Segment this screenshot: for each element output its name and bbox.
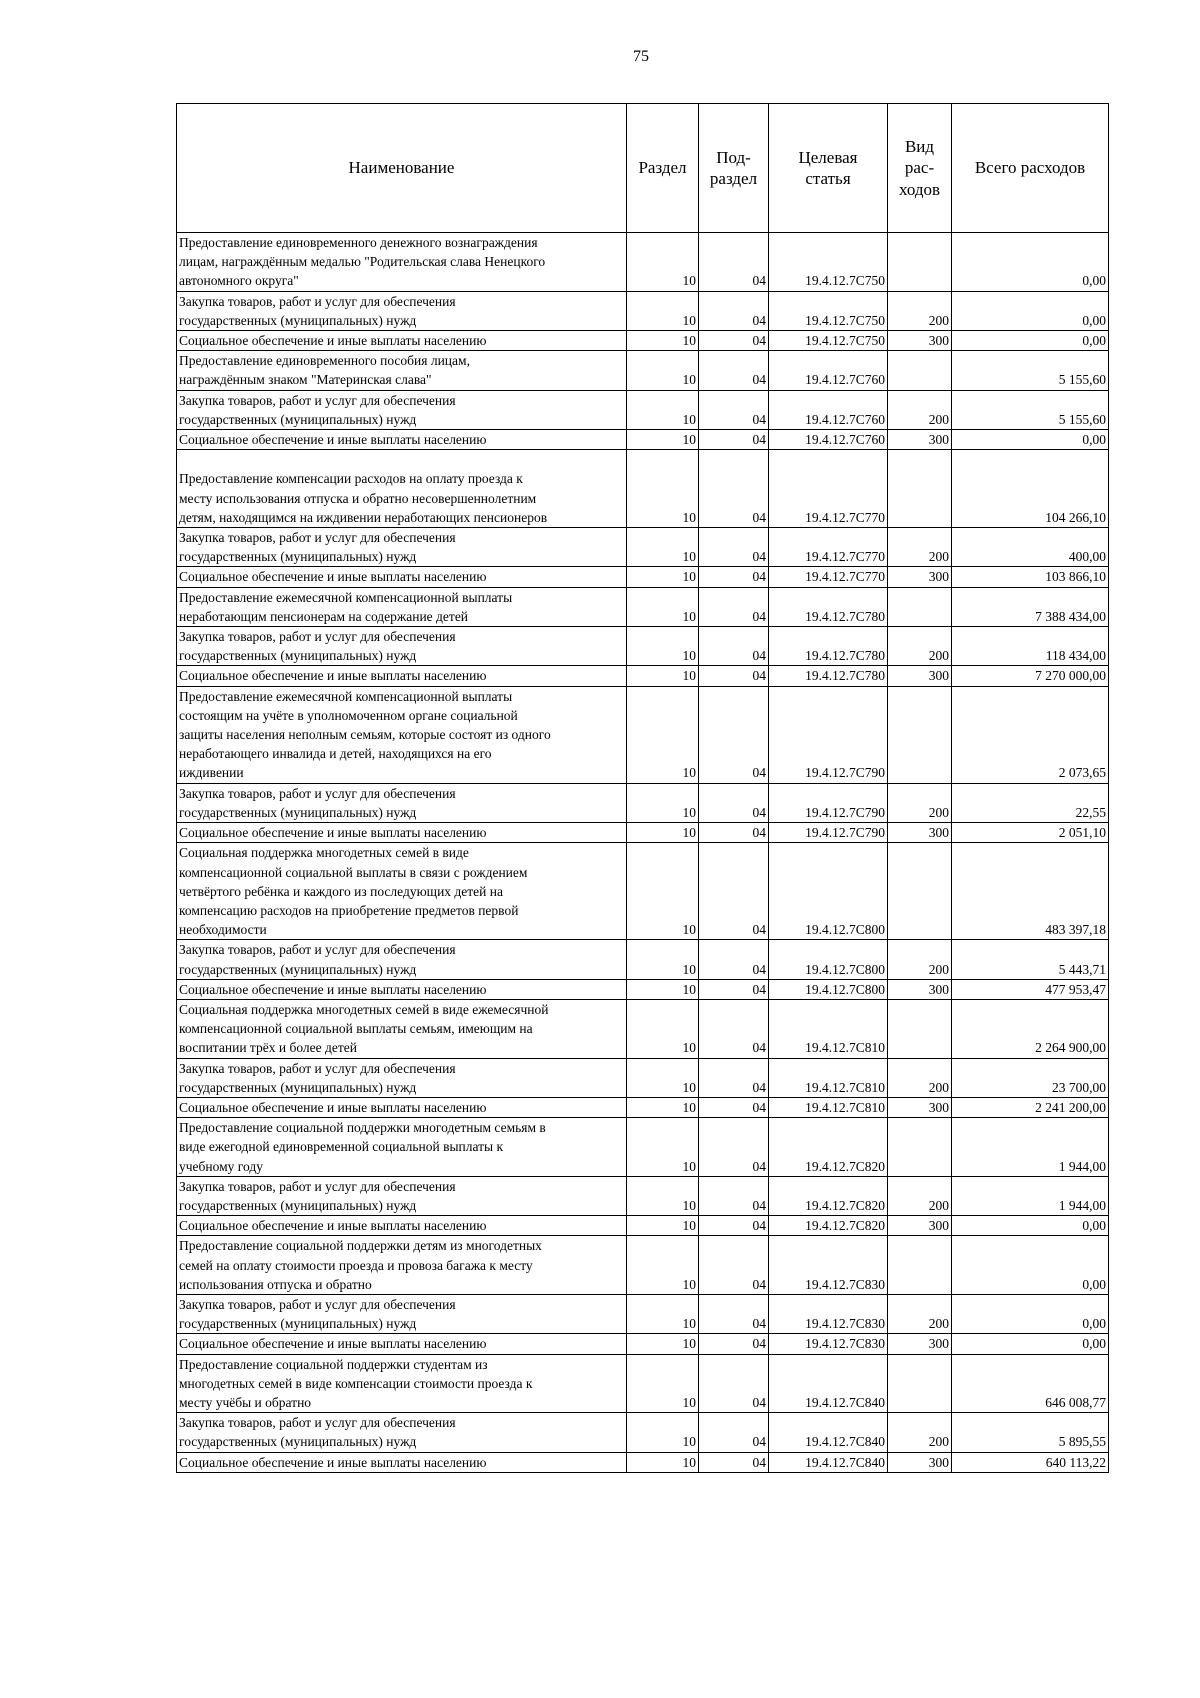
- row-expense-type: [888, 1118, 952, 1177]
- table-row: [177, 999, 1109, 1058]
- row-expense-type: 200: [888, 390, 952, 429]
- row-total: 0,00: [952, 331, 1109, 351]
- row-total: 5 155,60: [952, 351, 1109, 390]
- row-subsection: 04: [699, 979, 769, 999]
- table-row: [177, 940, 1109, 979]
- row-target-article: 19.4.12.7С820: [769, 1216, 888, 1236]
- row-expense-type: [888, 351, 952, 390]
- table-row: [177, 1236, 1109, 1295]
- row-total: 1 944,00: [952, 1118, 1109, 1177]
- table-row: [177, 233, 1109, 292]
- row-section: 10: [627, 587, 699, 626]
- row-subsection: 04: [699, 1334, 769, 1354]
- table-row: [177, 783, 1109, 822]
- table-row: [177, 1413, 1109, 1452]
- row-name: Предоставление ежемесячной компенсационной выплаты состоящим на учёте в уполномоченном органе социальной защиты населения неполным семьям, которые состоят из одного неработающего инвалида и детей, находящихся на его иждивении: [177, 686, 627, 783]
- row-total: 2 264 900,00: [952, 999, 1109, 1058]
- table-row: [177, 430, 1109, 450]
- row-section: 10: [627, 567, 699, 587]
- row-subsection: 04: [699, 666, 769, 686]
- row-name: Предоставление единовременного денежного вознаграждения лицам, награждённым медалью "Родительская слава Ненецкого автономного округа": [177, 233, 627, 292]
- table-row: [177, 979, 1109, 999]
- row-subsection: 04: [699, 233, 769, 292]
- row-subsection: 04: [699, 528, 769, 567]
- row-expense-type: 300: [888, 1452, 952, 1472]
- table-row: [177, 291, 1109, 330]
- row-target-article: 19.4.12.7С750: [769, 291, 888, 330]
- row-target-article: 19.4.12.7С810: [769, 1097, 888, 1117]
- row-total: 7 270 000,00: [952, 666, 1109, 686]
- row-name: Социальная поддержка многодетных семей в виде ежемесячной компенсационной социальной выплаты семьям, имеющим на воспитании трёх и более детей: [177, 999, 627, 1058]
- row-total: 0,00: [952, 233, 1109, 292]
- row-section: 10: [627, 940, 699, 979]
- row-target-article: 19.4.12.7С780: [769, 587, 888, 626]
- row-total: 5 155,60: [952, 390, 1109, 429]
- row-total: 22,55: [952, 783, 1109, 822]
- row-subsection: 04: [699, 390, 769, 429]
- table-row: [177, 1176, 1109, 1215]
- row-section: 10: [627, 843, 699, 940]
- table-row: [177, 686, 1109, 783]
- row-subsection: 04: [699, 1216, 769, 1236]
- row-total: 5 895,55: [952, 1413, 1109, 1452]
- table-row: [177, 627, 1109, 666]
- row-expense-type: [888, 999, 952, 1058]
- row-section: 10: [627, 1452, 699, 1472]
- row-subsection: 04: [699, 567, 769, 587]
- row-name: Социальное обеспечение и иные выплаты населению: [177, 1334, 627, 1354]
- row-total: 7 388 434,00: [952, 587, 1109, 626]
- table-body: [177, 233, 1109, 1473]
- row-subsection: 04: [699, 1413, 769, 1452]
- row-section: 10: [627, 450, 699, 528]
- row-subsection: 04: [699, 1097, 769, 1117]
- table-header-row: [177, 104, 1109, 233]
- row-total: 2 051,10: [952, 823, 1109, 843]
- row-name: Социальное обеспечение и иные выплаты населению: [177, 1452, 627, 1472]
- row-subsection: 04: [699, 291, 769, 330]
- row-total: 0,00: [952, 1216, 1109, 1236]
- header-section: Раздел: [627, 104, 699, 233]
- row-subsection: 04: [699, 999, 769, 1058]
- row-name: Закупка товаров, работ и услуг для обеспечения государственных (муниципальных) нужд: [177, 1176, 627, 1215]
- header-subsection: Под- раздел: [699, 104, 769, 233]
- row-subsection: 04: [699, 940, 769, 979]
- row-subsection: 04: [699, 1118, 769, 1177]
- row-expense-type: [888, 450, 952, 528]
- row-subsection: 04: [699, 686, 769, 783]
- header-total-expenses: Всего расходов: [952, 104, 1109, 233]
- row-target-article: 19.4.12.7С750: [769, 331, 888, 351]
- table-row: [177, 587, 1109, 626]
- row-name: Закупка товаров, работ и услуг для обеспечения государственных (муниципальных) нужд: [177, 1413, 627, 1452]
- row-total: 0,00: [952, 1236, 1109, 1295]
- row-expense-type: 300: [888, 1216, 952, 1236]
- row-name: Социальное обеспечение и иные выплаты населению: [177, 1216, 627, 1236]
- row-target-article: 19.4.12.7С830: [769, 1334, 888, 1354]
- row-section: 10: [627, 1413, 699, 1452]
- row-name: Закупка товаров, работ и услуг для обеспечения государственных (муниципальных) нужд: [177, 390, 627, 429]
- row-expense-type: 200: [888, 1176, 952, 1215]
- row-target-article: 19.4.12.7С790: [769, 686, 888, 783]
- row-subsection: 04: [699, 1294, 769, 1333]
- row-target-article: 19.4.12.7С770: [769, 450, 888, 528]
- row-name: Закупка товаров, работ и услуг для обеспечения государственных (муниципальных) нужд: [177, 783, 627, 822]
- table-row: [177, 843, 1109, 940]
- row-expense-type: 200: [888, 1294, 952, 1333]
- row-name: Закупка товаров, работ и услуг для обеспечения государственных (муниципальных) нужд: [177, 940, 627, 979]
- row-name: Социальная поддержка многодетных семей в виде компенсационной социальной выплаты в связи с рождением четвёртого ребёнка и каждого из последующих детей на компенсацию расходов на приобретение предметов первой необходимости: [177, 843, 627, 940]
- row-expense-type: 300: [888, 823, 952, 843]
- row-expense-type: 300: [888, 1097, 952, 1117]
- row-target-article: 19.4.12.7С760: [769, 430, 888, 450]
- row-total: 483 397,18: [952, 843, 1109, 940]
- row-section: 10: [627, 686, 699, 783]
- row-section: 10: [627, 1216, 699, 1236]
- row-target-article: 19.4.12.7С800: [769, 979, 888, 999]
- row-expense-type: 200: [888, 528, 952, 567]
- row-name: Предоставление ежемесячной компенсационной выплаты неработающим пенсионерам на содержание детей: [177, 587, 627, 626]
- row-total: 646 008,77: [952, 1354, 1109, 1413]
- row-expense-type: 200: [888, 627, 952, 666]
- row-section: 10: [627, 999, 699, 1058]
- row-name: Закупка товаров, работ и услуг для обеспечения государственных (муниципальных) нужд: [177, 1058, 627, 1097]
- row-target-article: 19.4.12.7С750: [769, 233, 888, 292]
- row-total: 0,00: [952, 291, 1109, 330]
- row-total: 23 700,00: [952, 1058, 1109, 1097]
- row-section: 10: [627, 291, 699, 330]
- table-row: [177, 1216, 1109, 1236]
- table-row: [177, 1058, 1109, 1097]
- row-target-article: 19.4.12.7С800: [769, 843, 888, 940]
- row-target-article: 19.4.12.7С810: [769, 1058, 888, 1097]
- table-row: [177, 567, 1109, 587]
- row-total: 0,00: [952, 1294, 1109, 1333]
- row-section: 10: [627, 979, 699, 999]
- row-expense-type: 200: [888, 940, 952, 979]
- row-subsection: 04: [699, 430, 769, 450]
- row-total: 2 241 200,00: [952, 1097, 1109, 1117]
- row-section: 10: [627, 783, 699, 822]
- row-subsection: 04: [699, 450, 769, 528]
- row-name: Закупка товаров, работ и услуг для обеспечения государственных (муниципальных) нужд: [177, 528, 627, 567]
- table-row: [177, 823, 1109, 843]
- row-section: 10: [627, 351, 699, 390]
- table-row: [177, 1354, 1109, 1413]
- row-subsection: 04: [699, 587, 769, 626]
- row-target-article: 19.4.12.7С830: [769, 1236, 888, 1295]
- row-section: 10: [627, 1097, 699, 1117]
- budget-table: [176, 103, 1109, 1473]
- row-target-article: 19.4.12.7С830: [769, 1294, 888, 1333]
- row-target-article: 19.4.12.7С840: [769, 1354, 888, 1413]
- row-expense-type: [888, 587, 952, 626]
- row-subsection: 04: [699, 331, 769, 351]
- row-target-article: 19.4.12.7С820: [769, 1176, 888, 1215]
- row-expense-type: [888, 686, 952, 783]
- header-expense-type: Вид рас- ходов: [888, 104, 952, 233]
- row-expense-type: 200: [888, 1413, 952, 1452]
- row-expense-type: 200: [888, 783, 952, 822]
- row-name: Предоставление социальной поддержки детям из многодетных семей на оплату стоимости проезда и провоза багажа к месту использования отпуска и обратно: [177, 1236, 627, 1295]
- row-target-article: 19.4.12.7С790: [769, 783, 888, 822]
- row-target-article: 19.4.12.7С840: [769, 1413, 888, 1452]
- row-target-article: 19.4.12.7С810: [769, 999, 888, 1058]
- row-target-article: 19.4.12.7С800: [769, 940, 888, 979]
- header-target-article: Целевая статья: [769, 104, 888, 233]
- table-row: [177, 1452, 1109, 1472]
- row-subsection: 04: [699, 1354, 769, 1413]
- row-section: 10: [627, 1118, 699, 1177]
- row-name: Социальное обеспечение и иные выплаты населению: [177, 331, 627, 351]
- row-section: 10: [627, 1236, 699, 1295]
- row-target-article: 19.4.12.7С760: [769, 351, 888, 390]
- row-name: Предоставление социальной поддержки студентам из многодетных семей в виде компенсации стоимости проезда к месту учёбы и обратно: [177, 1354, 627, 1413]
- row-expense-type: [888, 1236, 952, 1295]
- row-expense-type: 300: [888, 331, 952, 351]
- row-expense-type: 300: [888, 666, 952, 686]
- row-total: 2 073,65: [952, 686, 1109, 783]
- row-target-article: 19.4.12.7С840: [769, 1452, 888, 1472]
- row-subsection: 04: [699, 1058, 769, 1097]
- row-section: 10: [627, 1354, 699, 1413]
- row-name: Закупка товаров, работ и услуг для обеспечения государственных (муниципальных) нужд: [177, 291, 627, 330]
- row-name: Закупка товаров, работ и услуг для обеспечения государственных (муниципальных) нужд: [177, 1294, 627, 1333]
- header-name: Наименование: [177, 104, 627, 233]
- row-name: Предоставление единовременного пособия лицам, награждённым знаком "Материнская слава": [177, 351, 627, 390]
- row-name: Социальное обеспечение и иные выплаты населению: [177, 823, 627, 843]
- row-expense-type: 300: [888, 567, 952, 587]
- table-row: [177, 450, 1109, 528]
- row-section: 10: [627, 331, 699, 351]
- row-name: Социальное обеспечение и иные выплаты населению: [177, 567, 627, 587]
- row-target-article: 19.4.12.7С770: [769, 567, 888, 587]
- row-name: Закупка товаров, работ и услуг для обеспечения государственных (муниципальных) нужд: [177, 627, 627, 666]
- row-total: 640 113,22: [952, 1452, 1109, 1472]
- table-row: [177, 666, 1109, 686]
- row-subsection: 04: [699, 783, 769, 822]
- row-total: 0,00: [952, 1334, 1109, 1354]
- row-total: 400,00: [952, 528, 1109, 567]
- row-target-article: 19.4.12.7С780: [769, 666, 888, 686]
- row-total: 0,00: [952, 430, 1109, 450]
- table-row: [177, 1118, 1109, 1177]
- row-section: 10: [627, 823, 699, 843]
- row-section: 10: [627, 528, 699, 567]
- row-target-article: 19.4.12.7С790: [769, 823, 888, 843]
- table-row: [177, 1334, 1109, 1354]
- row-total: 1 944,00: [952, 1176, 1109, 1215]
- row-section: 10: [627, 430, 699, 450]
- row-section: 10: [627, 1176, 699, 1215]
- row-expense-type: 300: [888, 1334, 952, 1354]
- table-row: [177, 1294, 1109, 1333]
- row-name: Предоставление компенсации расходов на оплату проезда к месту использования отпуска и обратно несовершеннолетним детям, находящимся на иждивении неработающих пенсионеров: [177, 450, 627, 528]
- row-target-article: 19.4.12.7С760: [769, 390, 888, 429]
- row-expense-type: [888, 233, 952, 292]
- row-name: Социальное обеспечение и иные выплаты населению: [177, 979, 627, 999]
- row-name: Социальное обеспечение и иные выплаты населению: [177, 1097, 627, 1117]
- row-section: 10: [627, 666, 699, 686]
- table-row: [177, 528, 1109, 567]
- row-expense-type: 300: [888, 979, 952, 999]
- row-section: 10: [627, 627, 699, 666]
- row-subsection: 04: [699, 823, 769, 843]
- row-subsection: 04: [699, 351, 769, 390]
- row-subsection: 04: [699, 843, 769, 940]
- row-name: Социальное обеспечение и иные выплаты населению: [177, 666, 627, 686]
- row-total: 103 866,10: [952, 567, 1109, 587]
- row-section: 10: [627, 233, 699, 292]
- row-section: 10: [627, 1058, 699, 1097]
- table-row: [177, 1097, 1109, 1117]
- row-section: 10: [627, 390, 699, 429]
- row-total: 104 266,10: [952, 450, 1109, 528]
- row-expense-type: 300: [888, 430, 952, 450]
- row-section: 10: [627, 1294, 699, 1333]
- row-subsection: 04: [699, 1236, 769, 1295]
- row-expense-type: [888, 843, 952, 940]
- row-name: Предоставление социальной поддержки многодетным семьям в виде ежегодной единовременной социальной выплаты к учебному году: [177, 1118, 627, 1177]
- row-total: 118 434,00: [952, 627, 1109, 666]
- row-target-article: 19.4.12.7С820: [769, 1118, 888, 1177]
- row-subsection: 04: [699, 627, 769, 666]
- row-expense-type: 200: [888, 291, 952, 330]
- table-row: [177, 331, 1109, 351]
- row-total: 477 953,47: [952, 979, 1109, 999]
- row-expense-type: 200: [888, 1058, 952, 1097]
- row-expense-type: [888, 1354, 952, 1413]
- row-subsection: 04: [699, 1452, 769, 1472]
- row-total: 5 443,71: [952, 940, 1109, 979]
- table-row: [177, 351, 1109, 390]
- row-section: 10: [627, 1334, 699, 1354]
- row-target-article: 19.4.12.7С780: [769, 627, 888, 666]
- row-name: Социальное обеспечение и иные выплаты населению: [177, 430, 627, 450]
- row-target-article: 19.4.12.7С770: [769, 528, 888, 567]
- table-row: [177, 390, 1109, 429]
- page-number: 75: [633, 48, 649, 65]
- row-subsection: 04: [699, 1176, 769, 1215]
